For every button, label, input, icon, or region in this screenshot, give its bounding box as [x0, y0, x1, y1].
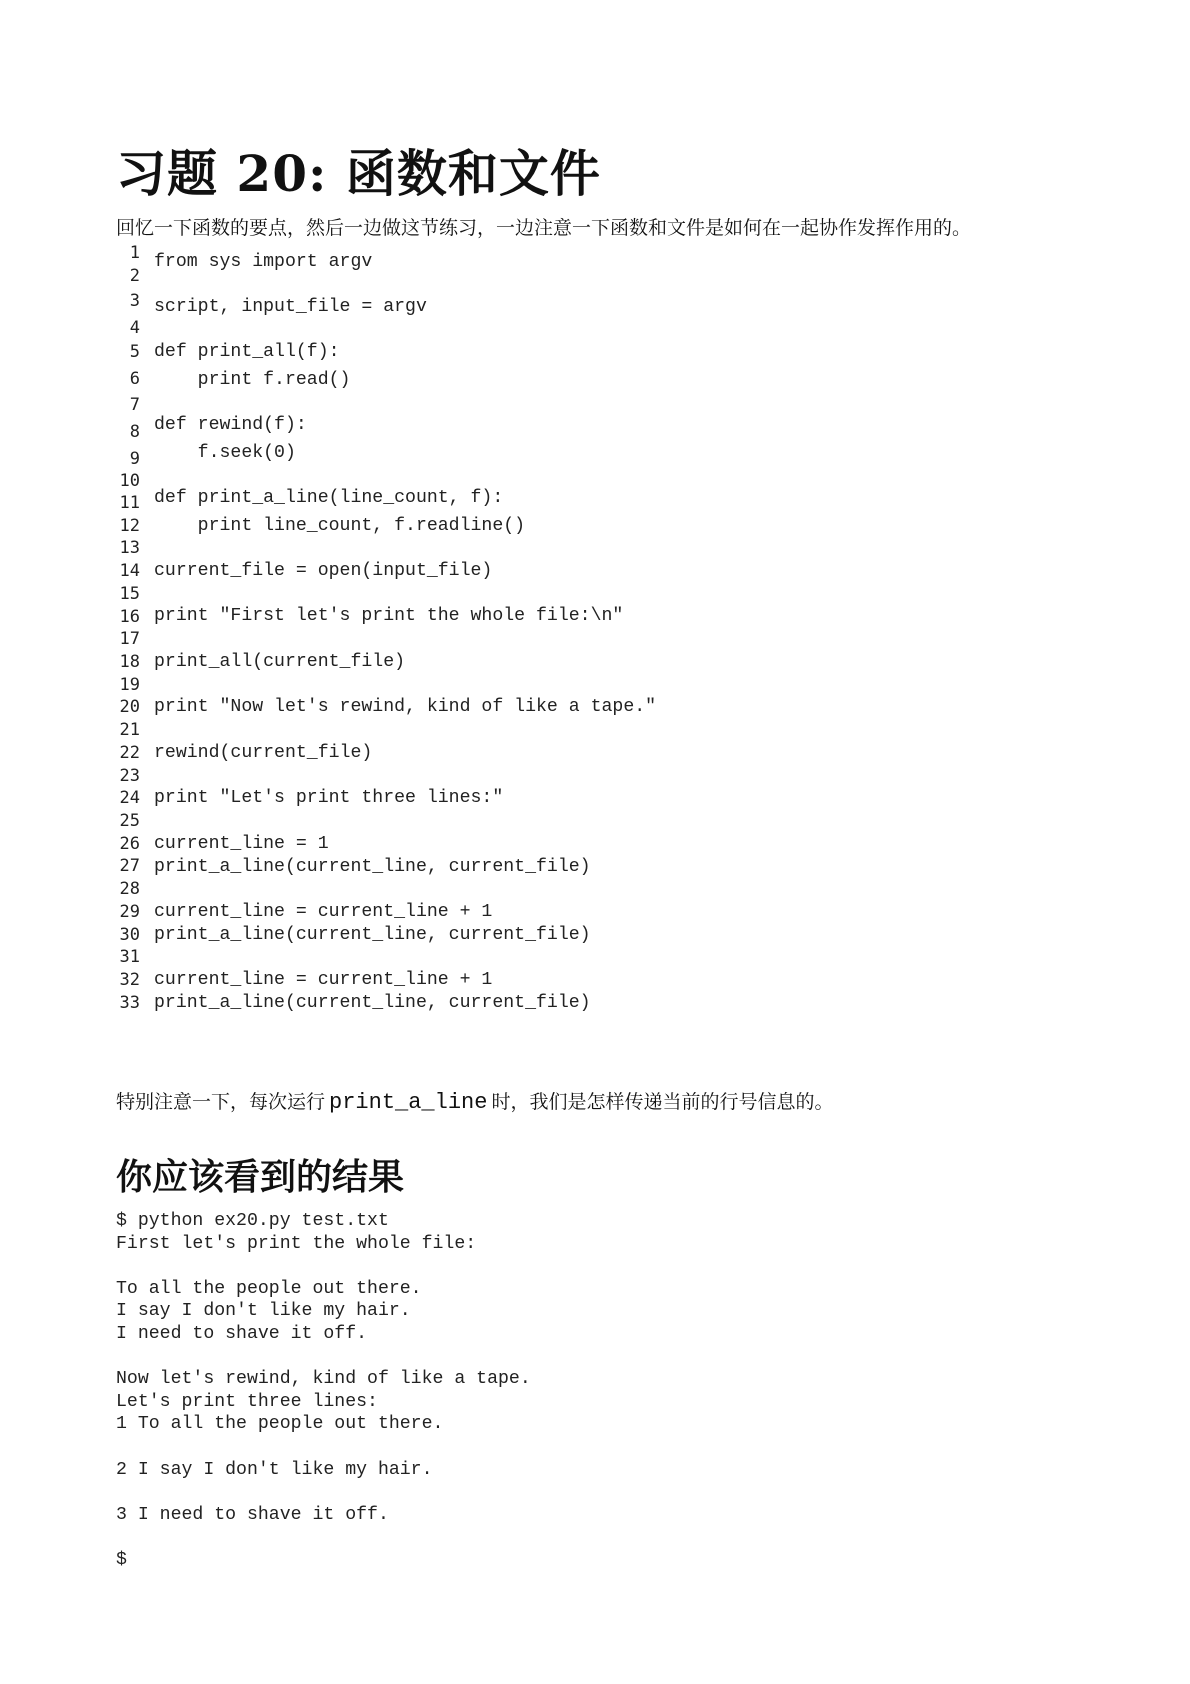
code-line: print line_count, f.readline() [154, 516, 526, 536]
note-text-after: 时，我们是怎样传递当前的行号信息的。 [491, 1091, 834, 1113]
line-number: 12 [119, 516, 140, 536]
output-line [116, 1526, 1016, 1549]
code-line: print "Now let's rewind, kind of like a tape." [154, 697, 657, 717]
line-number: 19 [119, 675, 140, 695]
line-number: 15 [119, 584, 140, 604]
line-number: 29 [119, 902, 140, 922]
code-line: print "Let's print three lines:" [154, 788, 504, 808]
code-line: script, input_file = argv [154, 297, 427, 317]
terminal-output [116, 1210, 1016, 1572]
code-line: print "First let's print the whole file:\n" [154, 606, 624, 626]
page-title: 习题 20: 函数和文件 [116, 144, 601, 203]
output-line [116, 1436, 1016, 1459]
code-line: def print_all(f): [154, 342, 340, 362]
line-number: 30 [119, 925, 140, 945]
line-number: 1 [129, 243, 140, 263]
note-paragraph [116, 1087, 833, 1118]
output-line: 2 I say I don't like my hair. [116, 1459, 433, 1480]
line-number: 33 [119, 993, 140, 1013]
output-line: First let's print the whole file: [116, 1233, 477, 1254]
code-line: print_all(current_file) [154, 652, 406, 672]
output-line: $ [116, 1549, 127, 1570]
line-number: 2 [129, 266, 140, 286]
line-number: 7 [129, 395, 140, 415]
line-number: 23 [119, 766, 140, 786]
output-line: I need to shave it off. [116, 1323, 368, 1344]
code-line: def rewind(f): [154, 415, 307, 435]
code-line: from sys import argv [154, 252, 373, 272]
output-line: Now let's rewind, kind of like a tape. [116, 1369, 531, 1390]
code-line: rewind(current_file) [154, 743, 373, 763]
section-heading: 你应该看到的结果 [116, 1156, 405, 1198]
line-number: 11 [119, 493, 140, 513]
line-number: 16 [119, 607, 140, 627]
code-line: print_a_line(current_line, current_file) [154, 857, 591, 877]
line-number: 28 [119, 879, 140, 899]
output-line: 3 I need to shave it off. [116, 1504, 389, 1525]
line-number: 17 [119, 629, 140, 649]
code-line: print_a_line(current_line, current_file) [154, 993, 591, 1013]
line-number: 26 [119, 834, 140, 854]
line-number: 18 [119, 652, 140, 672]
code-line: current_line = 1 [154, 834, 329, 854]
output-line [116, 1481, 1016, 1504]
output-line: Let's print three lines: [116, 1391, 378, 1412]
line-number: 22 [119, 743, 140, 763]
line-number: 9 [129, 449, 140, 469]
line-number: 31 [119, 947, 140, 967]
output-line [116, 1255, 1016, 1278]
line-number: 5 [129, 342, 140, 362]
code-line: f.seek(0) [154, 443, 296, 463]
line-number: 21 [119, 720, 140, 740]
output-line: I say I don't like my hair. [116, 1301, 411, 1322]
line-number: 25 [119, 811, 140, 831]
note-inline-code: print_a_line [329, 1090, 488, 1115]
code-line: current_line = current_line + 1 [154, 970, 493, 990]
intro-paragraph: 回忆一下函数的要点，然后一边做这节练习，一边注意一下函数和文件是如何在一起协作发挥作用的。 [116, 217, 972, 239]
line-number: 13 [119, 538, 140, 558]
line-number: 10 [119, 471, 140, 491]
line-number: 20 [119, 697, 140, 717]
output-line: $ python ex20.py test.txt [116, 1211, 389, 1231]
output-line [116, 1346, 1016, 1369]
output-line: 1 To all the people out there. [116, 1414, 444, 1435]
line-number: 32 [119, 970, 140, 990]
line-number: 4 [129, 318, 140, 338]
line-number: 27 [119, 856, 140, 876]
code-line: current_line = current_line + 1 [154, 902, 493, 922]
code-line: current_file = open(input_file) [154, 561, 493, 581]
line-number: 24 [119, 788, 140, 808]
note-text-before: 特别注意一下，每次运行 [116, 1091, 326, 1113]
output-line: To all the people out there. [116, 1278, 422, 1299]
line-number: 8 [129, 422, 140, 442]
code-line: def print_a_line(line_count, f): [154, 488, 504, 508]
code-line: print_a_line(current_line, current_file) [154, 925, 591, 945]
line-number: 6 [129, 369, 140, 389]
code-listing [116, 243, 1016, 1060]
line-number: 14 [119, 561, 140, 581]
code-line: print f.read() [154, 370, 351, 390]
line-number: 3 [129, 291, 140, 311]
